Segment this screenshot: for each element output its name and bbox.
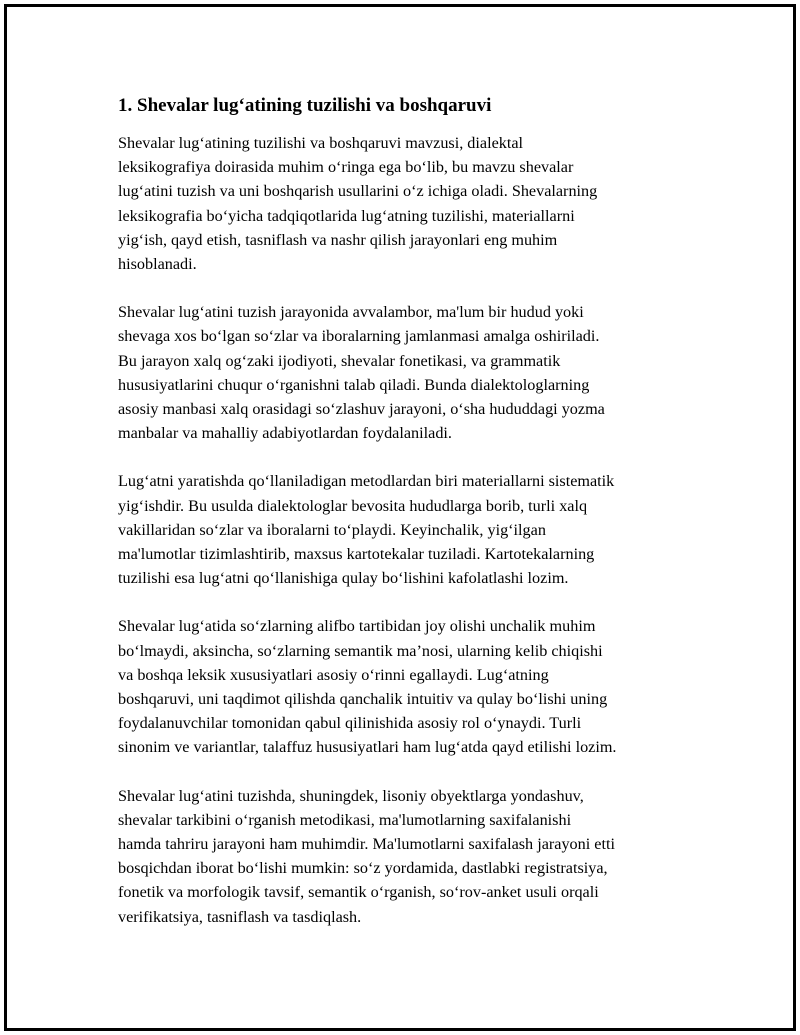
section-heading: 1. Shevalar lug‘atining tuzilishi va boshqaruvi (118, 95, 492, 116)
text-line: asosiy manbasi xalq orasidagi so‘zlashuv jarayoni, o‘sha hududdagi yozma (118, 400, 605, 419)
paragraph-2 (118, 300, 698, 445)
text-line: yig‘ish, qayd etish, tasniflash va nashr qilish jarayonlari eng muhim (118, 230, 558, 249)
text-line: foydalanuvchilar tomonidan qabul qilinishida asosiy rol o‘ynaydi. Turli (118, 714, 582, 733)
text-line: Bu jarayon xalq og‘zaki ijodiyoti, shevalar fonetikasi, va grammatik (118, 351, 561, 370)
text-line: boshqaruvi, uni taqdimot qilishda qanchalik intuitiv va qulay bo‘lishi uning (118, 690, 608, 709)
document-body (118, 93, 698, 953)
text-line: leksikografiya doirasida muhim o‘ringa ega bo‘lib, bu mavzu shevalar (118, 158, 574, 177)
text-line: leksikografia bo‘yicha tadqiqotlarida lug‘atning tuzilishi, materiallarni (118, 206, 575, 225)
paragraph-3 (118, 469, 698, 590)
paragraph-4 (118, 614, 698, 759)
text-line: lug‘atini tuzish va uni boshqarish usullarini o‘z ichiga oladi. Shevalarning (118, 182, 598, 201)
text-line: manbalar va mahalliy adabiyotlardan foydalaniladi. (118, 424, 452, 443)
text-line: sinonim ve variantlar, talaffuz hususiyatlari ham lug‘atda qayd etilishi lozim. (118, 738, 617, 757)
text-line: tuzilishi esa lug‘atni qo‘llanishiga qulay bo‘lishini kafolatlashi lozim. (118, 569, 569, 588)
text-line: shevaga xos bo‘lgan so‘zlar va iboralarning jamlanmasi amalga oshiriladi. (118, 327, 600, 346)
text-line: bo‘lmaydi, aksincha, so‘zlarning semantik ma’nosi, ularning kelib chiqishi (118, 641, 603, 660)
text-line: bosqichdan iborat bo‘lishi mumkin: so‘z yordamida, dastlabki registratsiya, (118, 859, 608, 878)
text-line: ma'lumotlar tizimlashtirib, maxsus kartotekalar tuziladi. Kartotekalarning (118, 545, 595, 564)
text-line: hisoblanadi. (118, 255, 197, 274)
text-line: yig‘ishdir. Bu usulda dialektologlar bevosita hududlarga borib, turli xalq (118, 496, 588, 515)
text-line: shevalar tarkibini o‘rganish metodikasi, ma'lumotlarning saxifalanishi (118, 810, 572, 829)
text-line: Shevalar lug‘atini tuzishda, shuningdek, lisoniy obyektlarga yondashuv, (118, 786, 584, 805)
text-line: hususiyatlarini chuqur o‘rganishni talab qiladi. Bunda dialektologlarning (118, 375, 590, 394)
paragraph-1 (118, 131, 698, 276)
text-line: Shevalar lug‘atining tuzilishi va boshqaruvi mavzusi, dialektal (118, 134, 524, 152)
text-line: va boshqa leksik xususiyatlari asosiy o‘rinni egallaydi. Lug‘atning (118, 665, 549, 684)
text-line: hamda tahriru jarayoni ham muhimdir. Ma'lumotlarni saxifalash jarayoni etti (118, 835, 615, 854)
text-line: Lug‘atni yaratishda qo‘llaniladigan metodlardan biri materiallarni sistematik (118, 472, 615, 491)
text-line: fonetik va morfologik tavsif, semantik o‘rganish, so‘rov-anket usuli orqali (118, 883, 599, 902)
text-line: Shevalar lug‘atini tuzish jarayonida avvalambor, ma'lum bir hudud yoki (118, 303, 584, 322)
text-line: vakillaridan so‘zlar va iboralarni to‘playdi. Keyinchalik, yig‘ilgan (118, 520, 546, 539)
text-line: Shevalar lug‘atida so‘zlarning alifbo tartibidan joy olishi unchalik muhim (118, 617, 596, 636)
text-line: verifikatsiya, tasniflash va tasdiqlash. (118, 907, 362, 926)
paragraph-5 (118, 784, 698, 929)
